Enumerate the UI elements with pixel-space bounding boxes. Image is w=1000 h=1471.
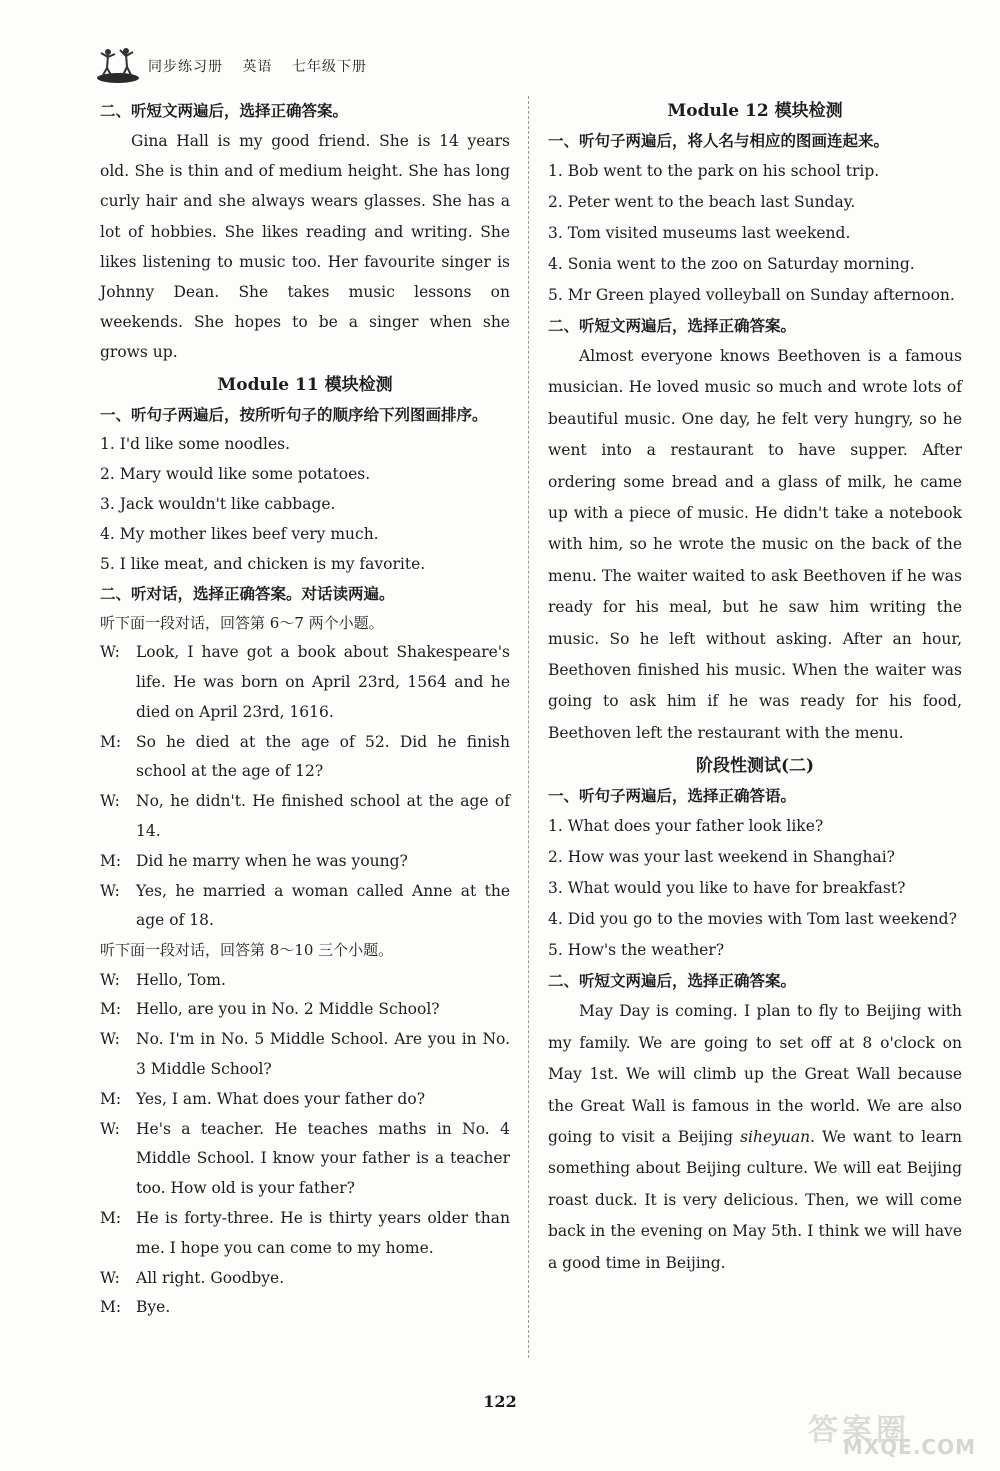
gina-passage: Gina Hall is my good friend. She is 14 years old. She is thin and of medium height. She has long curly hair and she always wears glasses. She has a lot of hobbies. She likes reading and writing. She likes listening to music too. Her favourite singer is Johnny Dean. She takes music lessons on weekends. She hopes to be a singer when she grows up. xyxy=(100,132,510,362)
module12-title: Module 12 模块检测 xyxy=(667,101,843,121)
list-item: 2. Mary would like some potatoes. xyxy=(100,464,371,483)
dialog-line xyxy=(100,995,510,1025)
module12-part2-heading: 二、听短文两遍后，选择正确答案。 xyxy=(548,316,797,335)
list-item: 4. My mother likes beef very much. xyxy=(100,524,379,543)
list-item: 4. Sonia went to the zoo on Saturday morning. xyxy=(548,255,915,273)
line-text: Hello, Tom. xyxy=(136,970,226,989)
stage-test-part1-heading: 一、听句子两遍后，选择正确答语。 xyxy=(548,786,797,806)
speaker: W: xyxy=(100,970,120,989)
dialog-line xyxy=(100,1293,510,1323)
dialog-line xyxy=(100,847,510,877)
dialog-line xyxy=(100,1204,510,1264)
dialog-line xyxy=(100,966,510,996)
stage-test-title: 阶段性测试(二) xyxy=(695,756,815,777)
list-item: 2. Peter went to the beach last Sunday. xyxy=(548,193,856,211)
line-text: Hello, are you in No. 2 Middle School? xyxy=(136,1000,440,1019)
list-item: 4. Did you go to the movies with Tom last weekend? xyxy=(548,910,957,929)
speaker: M: xyxy=(100,1089,122,1108)
dialog-line xyxy=(100,877,510,937)
dialog1 xyxy=(100,638,510,936)
dialog-line xyxy=(100,1264,510,1294)
module12-section xyxy=(548,96,962,749)
dancers-logo-icon xyxy=(96,44,140,84)
page-number: 122 xyxy=(483,1392,517,1411)
dialog-line xyxy=(100,728,510,788)
left-column xyxy=(100,96,510,1323)
speaker: W: xyxy=(100,792,120,811)
stage-test-question-list xyxy=(548,811,962,966)
right-column xyxy=(548,96,962,1279)
speaker: M: xyxy=(100,851,122,870)
line-text: No, he didn't. He finished school at the age of 14. xyxy=(136,792,510,840)
speaker: W: xyxy=(100,1030,120,1049)
list-item: 1. I'd like some noodles. xyxy=(100,434,291,453)
speaker: W: xyxy=(100,1119,120,1138)
beethoven-passage: Almost everyone knows Beethoven is a famous musician. He loved music so much and wrote lots of beautiful music. One day, he felt very hungry, so he went into a restaurant to have supper. After ordering some bread and a glass of milk, he came up with a piece of music. He didn't take a notebook with him, so he wrote the music on the back of the menu. The waiter waited to ask Beethoven if he was ready for his meal, but he saw him writing the music. So he left without asking. After an hour, Beethoven finished his music. When the waiter was going to ask him if he was ready for his food, Beethoven left the restaurant with the menu. xyxy=(548,347,962,742)
dialog2 xyxy=(100,966,510,1324)
list-item: 5. How's the weather? xyxy=(548,941,725,960)
list-item: 1. Bob went to the park on his school trip. xyxy=(548,162,880,180)
watermark-glyphs: 答案圈 xyxy=(808,1413,910,1448)
module11-part2-heading: 二、听对话，选择正确答案。对话读两遍。 xyxy=(100,583,395,603)
stage-test-part2-heading: 二、听短文两遍后，选择正确答案。 xyxy=(548,971,797,991)
module11-part1-heading: 一、听句子两遍后，按所听句子的顺序给下列图画排序。 xyxy=(100,404,488,424)
dialog1-intro: 听下面一段对话，回答第 6～7 两个小题。 xyxy=(100,613,384,632)
page-header xyxy=(96,44,516,84)
grade: 七年级下册 xyxy=(291,59,367,75)
line-text: So he died at the age of 52. Did he finish school at the age of 12? xyxy=(136,732,510,781)
passage-text-2: . We want to learn something about Beijing culture. We will eat Beijing roast duck. It is very delicious. Then, we will come back in the evening on May 5th. I think we will have a good time in Beijing. xyxy=(548,1127,962,1272)
list-item: 3. What would you like to have for breakfast? xyxy=(548,879,906,898)
gina-section xyxy=(100,96,510,368)
dialog-line xyxy=(100,1115,510,1204)
passage-text-1: May Day is coming. I plan to fly to Beijing with my family. We are going to set off at 8 o'clock on May 1st. We will climb up the Great Wall because the Great Wall is famous in the world. We are also going to visit a Beijing xyxy=(548,1002,962,1146)
module12-part1-heading: 一、听句子两遍后，将人名与相应的图画连起来。 xyxy=(548,131,890,150)
line-text: Yes, he married a woman called Anne at the age of 18. xyxy=(136,881,510,930)
may-day-passage xyxy=(548,996,962,1279)
line-text: Yes, I am. What does your father do? xyxy=(136,1089,425,1108)
list-item: 3. Tom visited museums last weekend. xyxy=(548,224,851,242)
line-text: Bye. xyxy=(136,1298,171,1317)
watermark xyxy=(800,1405,990,1465)
column-divider xyxy=(528,96,529,1358)
dialog-line xyxy=(100,787,510,847)
module12-sentence-list xyxy=(548,156,962,311)
book-title: 同步练习册 xyxy=(148,59,223,75)
gina-heading: 二、听短文两遍后，选择正确答案。 xyxy=(100,101,349,120)
dialog-line xyxy=(100,1025,510,1085)
line-text: No. I'm in No. 5 Middle School. Are you in No. 3 Middle School? xyxy=(136,1030,510,1078)
module11-section xyxy=(100,370,510,1324)
module11-title: Module 11 模块检测 xyxy=(217,374,393,395)
speaker: M: xyxy=(100,732,122,751)
passage-italic-word: siheyuan xyxy=(740,1127,811,1146)
list-item: 3. Jack wouldn't like cabbage. xyxy=(100,494,336,513)
dialog-line xyxy=(100,638,510,727)
line-text: All right. Goodbye. xyxy=(136,1268,285,1287)
speaker: W: xyxy=(100,881,120,900)
line-text: He is forty-three. He is thirty years older than me. I hope you can come to my home. xyxy=(136,1208,510,1257)
speaker: M: xyxy=(100,1000,122,1019)
speaker: W: xyxy=(100,1268,120,1287)
speaker: M: xyxy=(100,1208,122,1227)
dialog2-intro: 听下面一段对话，回答第 8～10 三个小题。 xyxy=(100,941,394,960)
speaker: W: xyxy=(100,643,120,662)
stage-test-section xyxy=(548,751,962,1279)
watermark-text: MXQE.COM xyxy=(842,1435,976,1459)
line-text: Look, I have got a book about Shakespeare's life. He was born on April 23rd, 1564 and he died on April 23rd, 1616. xyxy=(136,643,510,721)
list-item: 5. I like meat, and chicken is my favorite. xyxy=(100,554,426,573)
module11-sentence-list xyxy=(100,429,510,579)
subject: 英语 xyxy=(242,59,273,75)
header-text xyxy=(148,56,381,76)
line-text: Did he marry when he was young? xyxy=(136,851,408,870)
dialog-line xyxy=(100,1085,510,1115)
list-item: 2. How was your last weekend in Shanghai? xyxy=(548,848,895,867)
list-item: 1. What does your father look like? xyxy=(548,817,824,836)
list-item: 5. Mr Green played volleyball on Sunday afternoon. xyxy=(548,286,955,304)
speaker: M: xyxy=(100,1298,122,1317)
line-text: He's a teacher. He teaches maths in No. 4 Middle School. I know your father is a teacher too. How old is your father? xyxy=(136,1119,510,1198)
